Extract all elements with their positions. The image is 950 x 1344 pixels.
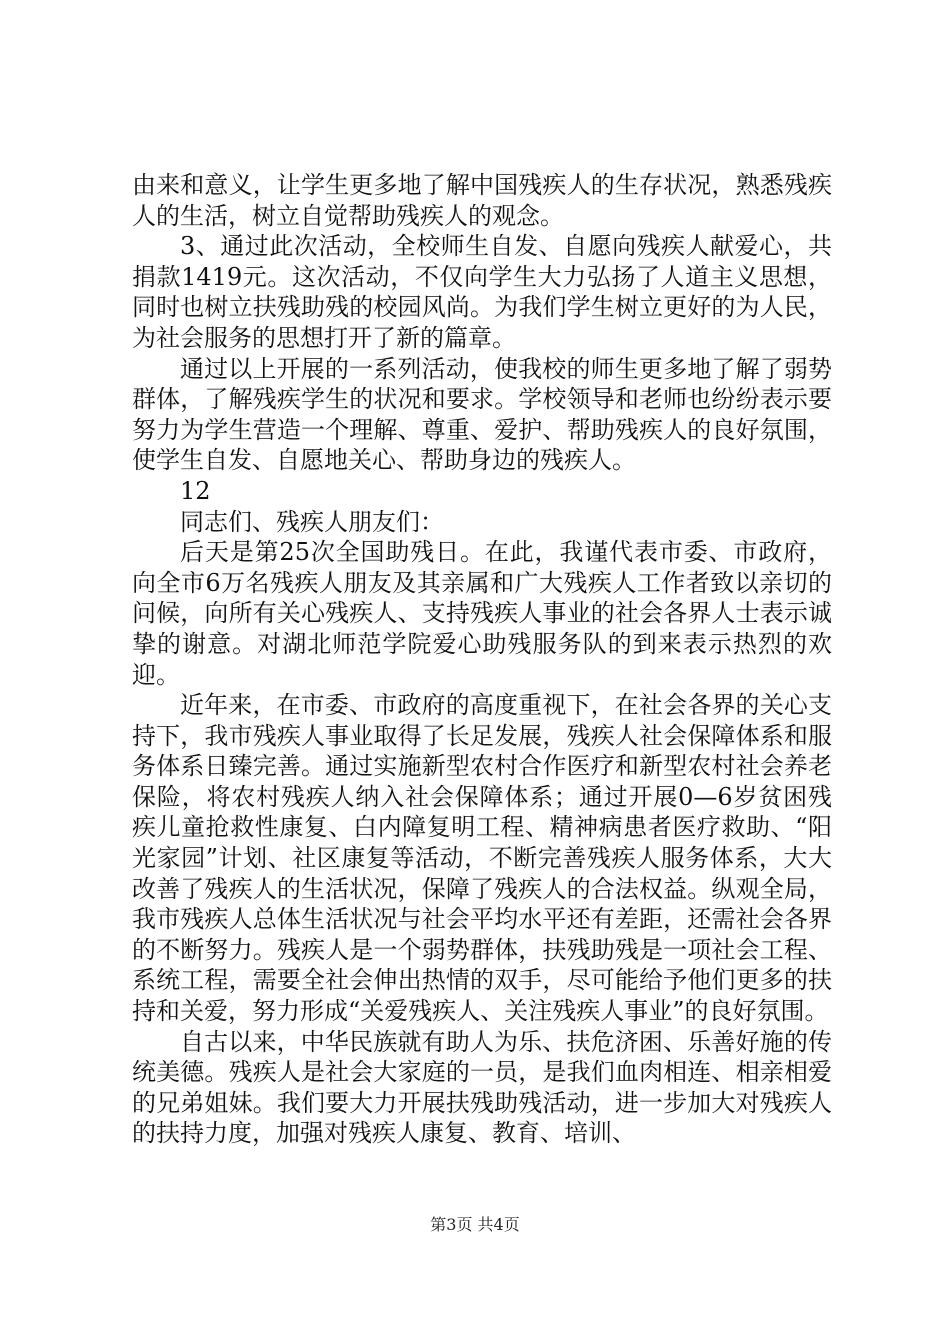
section-number: 12	[180, 476, 211, 505]
paragraph-donation: 3、通过此次活动，全校师生自发、自愿向残疾人献爱心，共捐款1419元。这次活动，不仅向学生大力弘扬了人道主义思想，同时也树立扶残助残的校园风尚。为我们学生树立更好的为人民，为社会服务的思想打开了新的篇章。	[132, 232, 832, 352]
paragraph-greeting: 后天是第25次全国助残日。在此，我谨代表市委、市政府，向全市6万名残疾人朋友及其亲属和广大残疾人工作者致以亲切的问候，向所有关心残疾人、支持残疾人事业的社会各界人士表示诚挚的谢意。对湖北师范学院爱心助残服务队的到来表示热烈的欢迎。	[132, 538, 832, 689]
page-footer: 第3页 共4页	[430, 1215, 520, 1234]
document-body	[132, 170, 832, 1149]
paragraph-progress: 近年来，在市委、市政府的高度重视下，在社会各界的关心支持下，我市残疾人事业取得了长足发展，残疾人社会保障体系和服务体系日臻完善。通过实施新型农村合作医疗和新型农村社会养老保险，将农村残疾人纳入社会保障体系；通过开展0—6岁贫困残疾儿童抢救性康复、白内障复明工程、精神病患者医疗救助、“阳光家园”计划、社区康复等活动，不断完善残疾人服务体系，大大改善了残疾人的生活状况，保障了残疾人的合法权益。纵观全局，我市残疾人总体生活状况与社会平均水平还有差距，还需社会各界的不断努力。残疾人是一个弱势群体，扶残助残是一项社会工程、系统工程，需要全社会伸出热情的双手，尽可能给予他们更多的扶持和关爱，努力形成“关爱残疾人、关注残疾人事业”的良好氛围。	[132, 691, 832, 1026]
paragraph-salutation: 同志们、残疾人朋友们：	[180, 507, 444, 536]
paragraph-tradition: 自古以来，中华民族就有助人为乐、扶危济困、乐善好施的传统美德。残疾人是社会大家庭的一员，是我们血肉相连、相亲相爱的兄弟姐妹。我们要大力开展扶残助残活动，进一步加大对残疾人的扶持力度，加强对残疾人康复、教育、培训、	[132, 1027, 832, 1148]
paragraph-summary: 通过以上开展的一系列活动，使我校的师生更多地了解了弱势群体，了解残疾学生的状况和要求。学校领导和老师也纷纷表示要努力为学生营造一个理解、尊重、爱护、帮助残疾人的良好氛围，使学生自发、自愿地关心、帮助身边的残疾人。	[132, 354, 832, 475]
paragraph-continuation: 由来和意义，让学生更多地了解中国残疾人的生存状况，熟悉残疾人的生活，树立自觉帮助残疾人的观念。	[132, 171, 832, 230]
